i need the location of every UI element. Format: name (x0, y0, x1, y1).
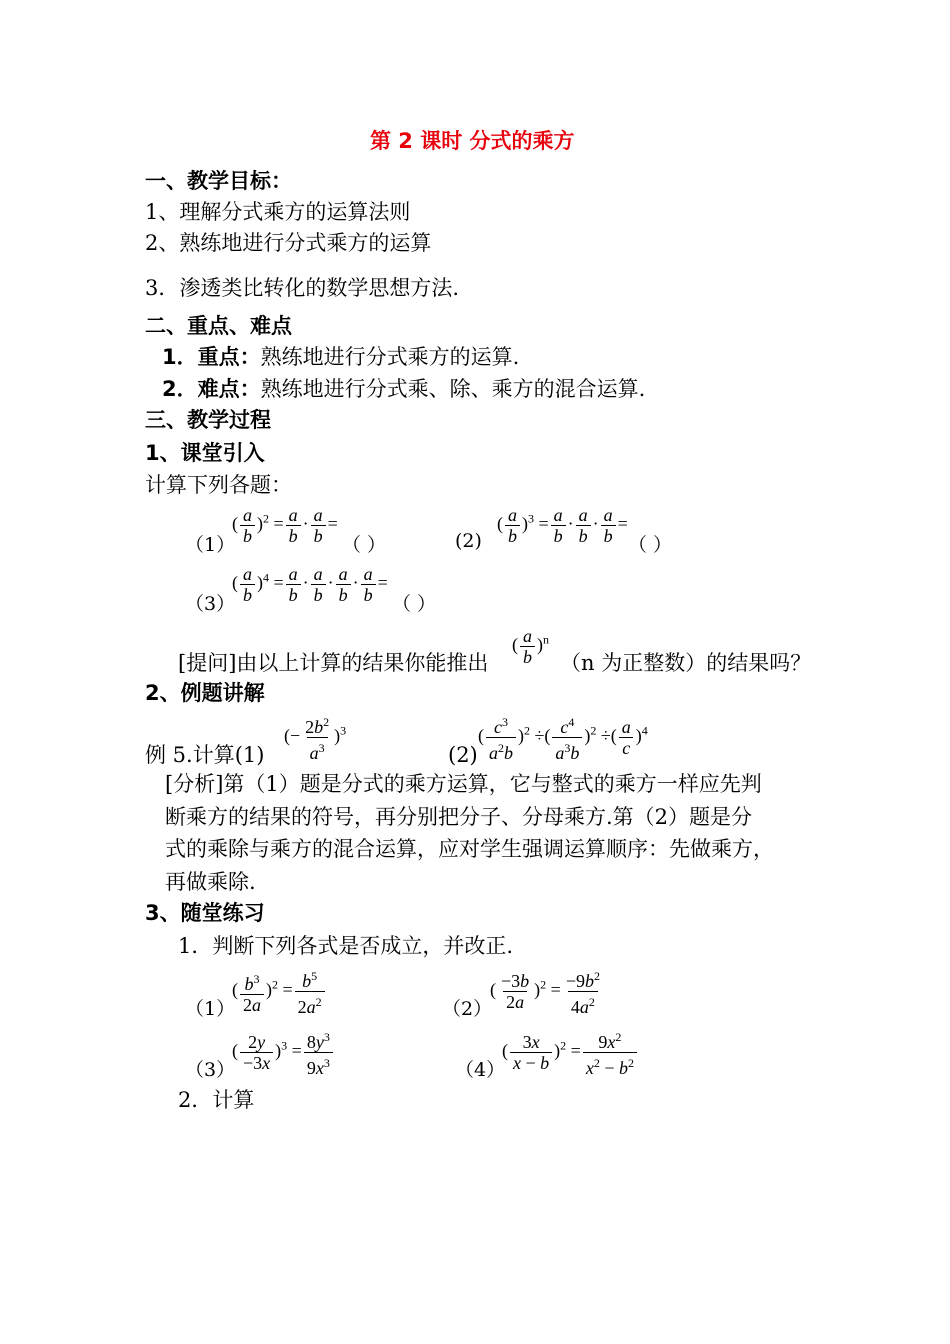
key-point-label: 1．重点： (162, 345, 261, 369)
subsection-heading-examples: 2、例题讲解 (145, 681, 265, 705)
intro-formula-1: ( $\frac{a}{b}$ )$^2$ = $\frac{a}{b}$ · $\frac{a}{b}$ = (232, 505, 338, 546)
analysis-line: 断乘方的结果的符号，再分别把分子、分母乘方.第（2）题是分 (165, 805, 753, 829)
practice-label-1: （1） (185, 998, 236, 1020)
example-formula-1: (− $\frac{2b^2}{a^3}$ )$^3$ (284, 715, 347, 763)
practice-formula-2: ( $\frac{-3b}{2a}$ )$^2$ = $\frac{-9b^2}{4a^2}$ (490, 969, 600, 1017)
section-heading-keypoints: 二、重点、难点 (145, 314, 292, 338)
analysis-line: [分析]第（1）题是分式的乘方运算，它与整式的乘方一样应先判 (165, 772, 762, 796)
difficult-point-label: 2．难点： (162, 377, 261, 401)
intro-blank-2: （ ） (628, 534, 673, 556)
subsection-heading-intro: 1、课堂引入 (145, 441, 265, 465)
practice-label-2: （2） (442, 998, 493, 1020)
question-formula: ( $\frac{a}{b}$ )$^n$ (512, 626, 549, 667)
page-title: 第 2 课时 分式的乘方 (370, 129, 575, 153)
analysis-line: 再做乘除. (165, 870, 256, 894)
intro-blank-3: （ ） (392, 593, 437, 615)
question-text-post: （n 为正整数）的结果吗？ (560, 651, 812, 675)
intro-label-3: （3） (185, 593, 236, 615)
section-heading-process: 三、教学过程 (145, 408, 271, 432)
difficult-point-text: 熟练地进行分式乘、除、乘方的混合运算. (260, 377, 646, 401)
intro-label-1: （1） (185, 534, 236, 556)
analysis-line: 式的乘除与乘方的混合运算，应对学生强调运算顺序：先做乘方， (165, 837, 774, 861)
example-label-2: (2) (448, 743, 478, 767)
section-heading-objectives: 一、教学目标： (145, 169, 292, 193)
practice-formula-4: ( $\frac{3x}{x - b}$ )$^2$ = $\frac{9x^2}{x^2 - b^2}$ (502, 1027, 639, 1078)
intro-formula-2: ( $\frac{a}{b}$ )$^3$ = $\frac{a}{b}$ · $\frac{a}{b}$ · $\frac{a}{b}$ = (497, 505, 628, 546)
practice-label-4: （4） (455, 1059, 506, 1081)
practice-question-1: 1．判断下列各式是否成立，并改正. (178, 934, 514, 958)
objective-item: 3．渗透类比转化的数学思想方法. (145, 276, 460, 300)
practice-formula-3: ( $\frac{2y}{-3x}$ )$^3$ = $\frac{8y^3}{9x^3}$ (232, 1027, 335, 1078)
subsection-heading-practice: 3、随堂练习 (145, 901, 265, 925)
difficult-point (162, 375, 645, 403)
intro-label-2: (2) (455, 530, 482, 552)
intro-blank-1: （ ） (342, 534, 387, 556)
example-formula-2: ( $\frac{c^3}{a^2b}$ )$^2$ ÷( $\frac{c^4}{a^3b}$ )$^2$ ÷( $\frac{a}{c}$ )$^4$ (478, 715, 648, 763)
key-point-text: 熟练地进行分式乘方的运算. (260, 345, 520, 369)
practice-question-2: 2．计算 (178, 1088, 255, 1112)
question-text-pre: [提问]由以上计算的结果你能推出 (178, 651, 489, 675)
objective-item: 2、熟练地进行分式乘方的运算 (145, 231, 432, 255)
key-point (162, 343, 519, 371)
intro-formula-3: ( $\frac{a}{b}$ )$^4$ = $\frac{a}{b}$ · $\frac{a}{b}$ · $\frac{a}{b}$ · $\frac{a}{b}$ = (232, 564, 388, 605)
intro-text: 计算下列各题： (145, 473, 292, 497)
practice-label-3: （3） (185, 1059, 236, 1081)
objective-item: 1、理解分式乘方的运算法则 (145, 200, 411, 224)
practice-formula-1: ( $\frac{b^3}{2a}$ )$^2$ = $\frac{b^5}{2a^2}$ (232, 966, 327, 1017)
example-label: 例 5.计算(1) (145, 743, 265, 767)
